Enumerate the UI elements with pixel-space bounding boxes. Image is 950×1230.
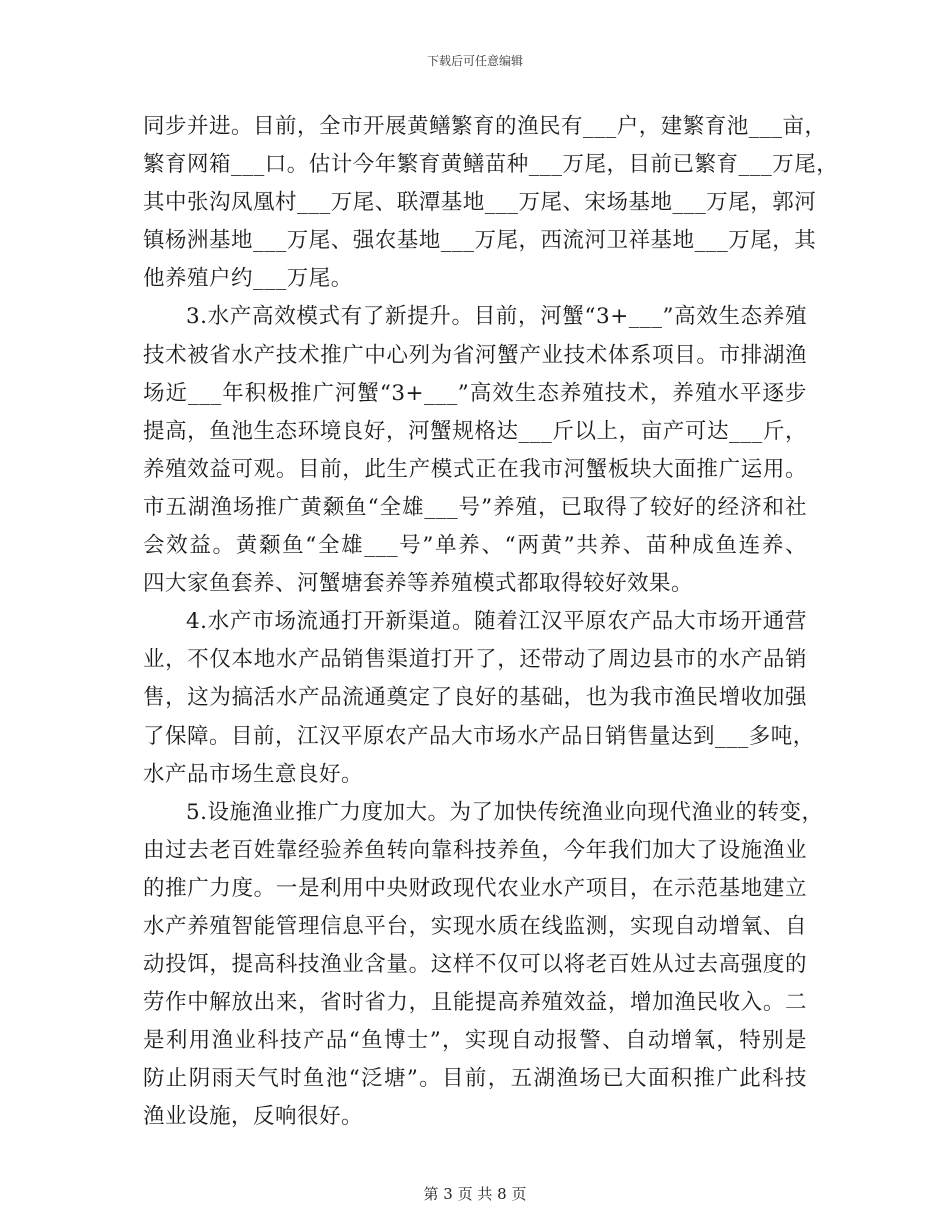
text-line: 是利用渔业科技产品“鱼博士”，实现自动报警、自动增氧，特别是 [143, 1028, 807, 1054]
text-line: 提高，鱼池生态环境良好，河蟹规格达___斤以上，亩产可达___斤， [143, 418, 807, 444]
text-line: 会效益。黄颡鱼“全雄___号”单养、“两黄”共养、苗种成鱼连养、 [143, 533, 807, 559]
page-header: 下载后可任意编辑 [426, 54, 523, 68]
text-line: 镇杨洲基地___万尾、强农基地___万尾，西流河卫祥基地___万尾，其 [143, 228, 817, 254]
document-body [143, 108, 839, 1137]
text-line: 防止阴雨天气时鱼池“泛塘”。目前，五湖渔场已大面积推广此科技 [143, 1066, 807, 1092]
text-line: 的推广力度。一是利用中央财政现代农业水产项目，在示范基地建立 [143, 875, 807, 901]
paragraph-3-start: 3.水产高效模式有了新提升。目前，河蟹“3+___”高效生态养殖 [186, 304, 807, 330]
text-line: 动投饵，提高科技渔业含量。这样不仅可以将老百姓从过去高强度的 [143, 952, 807, 978]
text-line: 水产品市场生意良好。 [143, 761, 364, 787]
text-line: 场近___年积极推广河蟹“3+___”高效生态养殖技术，养殖水平逐步 [143, 380, 807, 406]
text-line: 了保障。目前，江汉平原农产品大市场水产品日销售量达到___多吨， [143, 723, 815, 749]
text-line: 他养殖户约___万尾。 [143, 266, 353, 292]
text-line: 同步并进。目前，全市开展黄鳝繁育的渔民有___户，建繁育池___亩， [143, 114, 827, 139]
text-line: 业，不仅本地水产品销售渠道打开了，还带动了周边县市的水产品销 [143, 647, 807, 673]
text-line: 养殖效益可观。目前，此生产模式正在我市河蟹板块大面推广运用。 [143, 456, 807, 482]
paragraph-5-start: 5.设施渔业推广力度加大。为了加快传统渔业向现代渔业的转变， [186, 799, 824, 825]
text-line: 其中张沟凤凰村___万尾、联潭基地___万尾、宋场基地___万尾，郭河 [143, 190, 817, 216]
text-line: 劳作中解放出来，省时省力，且能提高养殖效益，增加渔民收入。二 [143, 990, 807, 1016]
text-line: 四大家鱼套养、河蟹塘套养等养殖模式都取得较好效果。 [143, 571, 694, 597]
text-line: 市五湖渔场推广黄颡鱼“全雄___号”养殖，已取得了较好的经济和社 [143, 494, 807, 520]
paragraph-4-start: 4.水产市场流通打开新渠道。随着江汉平原农产品大市场开通营 [186, 609, 807, 635]
text-line: 水产养殖智能管理信息平台，实现水质在线监测，实现自动增氧、自 [143, 913, 807, 939]
text-line: 繁育网箱___口。估计今年繁育黄鳝苗种___万尾，目前已繁育___万尾， [143, 152, 839, 178]
text-line: 渔业设施，反响很好。 [143, 1104, 364, 1130]
text-line: 技术被省水产技术推广中心列为省河蟹产业技术体系项目。市排湖渔 [143, 342, 807, 368]
text-line: 由过去老百姓靠经验养鱼转向靠科技养鱼，今年我们加大了设施渔业 [143, 837, 807, 863]
page-number: 第 3 页 共 8 页 [423, 1185, 527, 1203]
text-line: 售，这为搞活水产品流通奠定了良好的基础，也为我市渔民增收加强 [143, 685, 807, 711]
